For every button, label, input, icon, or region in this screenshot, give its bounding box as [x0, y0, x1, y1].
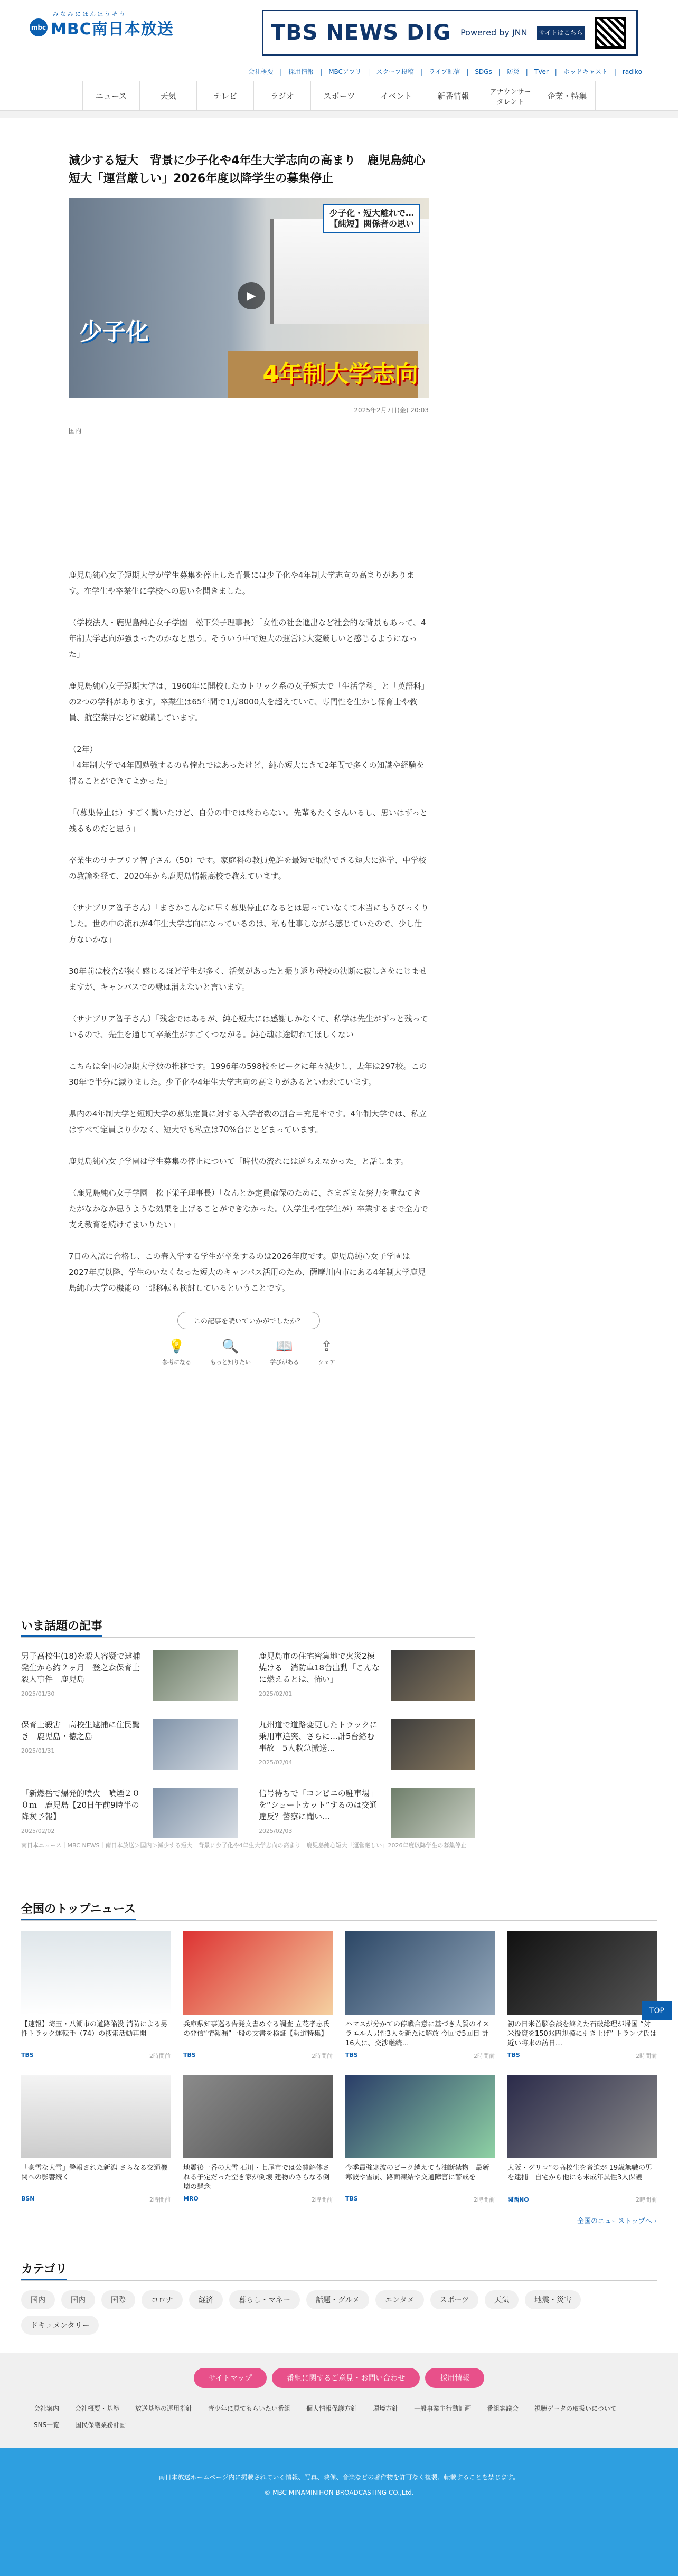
top-news-grid: [21, 1931, 657, 2204]
tbs-news-dig-banner[interactable]: [262, 10, 638, 56]
article-paragraph: （学校法人・鹿児島純心女子学園 松下栄子理事長）「女性の社会進出など社会的な背景もあって、4年制大学志向が強まったのかなと思う。そういう中で短大の運営は大変厳しいと感じるようになった」: [69, 618, 426, 659]
footer-link[interactable]: 青少年に見てもらいたい番組: [208, 2405, 291, 2412]
footer-copyright: [0, 2448, 678, 2576]
related-title: 保育士殺害 高校生逮捕に住民驚き 鹿児島・徳之島: [21, 1720, 140, 1741]
ad-space: [69, 435, 429, 567]
util-link[interactable]: スクープ投稿: [376, 68, 414, 76]
top-news: [21, 1900, 657, 2225]
news-card[interactable]: [183, 1931, 333, 2060]
news-card-date: 2時間前: [312, 2196, 333, 2203]
util-link[interactable]: TVer: [534, 68, 549, 76]
article-paragraph: 卒業生のサナブリア智子さん（50）です。家庭科の教員免許を最短で取得できる短大に進学、中学校の教諭を経て、2020年から鹿児島情報高校で教えています。: [69, 855, 427, 881]
banner-site-label: サイトはこちら: [537, 26, 585, 40]
book-icon: 📖: [276, 1339, 293, 1355]
article-paragraph: 「(募集停止は）すごく驚いたけど、自分の中では終わらない。先輩もたくさんいるし、思いはずっと残るものだと思う」: [69, 808, 428, 833]
news-card-date: 2時間前: [312, 2053, 333, 2060]
reaction-label: 参考になる: [162, 1359, 192, 1366]
sitemap-button[interactable]: サイトマップ: [194, 2368, 267, 2388]
util-link[interactable]: 防災: [506, 68, 520, 76]
category-chip[interactable]: 国内: [61, 2290, 95, 2309]
news-card-date: 2時間前: [474, 2053, 495, 2060]
hero-window: [270, 219, 429, 324]
news-card-image: [21, 1931, 171, 2015]
footer-link[interactable]: 一般事業主行動計画: [414, 2405, 472, 2412]
footer-link[interactable]: 会社概要・基準: [75, 2405, 120, 2412]
article-category[interactable]: 国内: [69, 427, 82, 435]
lightbulb-icon: 💡: [168, 1339, 185, 1355]
news-card[interactable]: [345, 1931, 495, 2060]
nav-item-announcer[interactable]: アナウンサー タレント: [482, 81, 539, 110]
related-thumbnail: [153, 1650, 238, 1701]
util-link[interactable]: radiko: [622, 68, 642, 76]
footer-link[interactable]: 国民保護業務計画: [75, 2421, 126, 2429]
category-chip[interactable]: 地震・災害: [525, 2290, 581, 2309]
related-item[interactable]: [259, 1650, 475, 1705]
news-card[interactable]: [183, 2075, 333, 2204]
site-header: [0, 0, 678, 62]
util-link[interactable]: ライブ配信: [428, 68, 460, 76]
contact-button[interactable]: 番組に関するご意見・お問い合わせ: [272, 2368, 420, 2388]
related-grid: [21, 1650, 475, 1842]
news-card-date: 2時間前: [636, 2053, 657, 2060]
footer-link[interactable]: SNS一覧: [34, 2421, 60, 2429]
news-card-source: TBS: [345, 2195, 358, 2202]
article-paragraph: 鹿児島純心女子学園は学生募集の停止について「時代の流れには逆らえなかった」と話します。: [69, 1157, 409, 1166]
logo-mark-icon: mbc: [30, 18, 48, 36]
related-title: 「新燃岳で爆発的噴火 噴煙２００ｍ 鹿児島【20日午前9時半の降灰予報】: [21, 1789, 140, 1821]
related-date: 2025/02/01: [259, 1690, 293, 1697]
related-title: 九州道で道路変更したトラックに乗用車追突、さらに…計5台絡む事故 5人救急搬送…: [259, 1720, 378, 1753]
hero-tag: 少子化・短大離れで… 【純短】関係者の思い: [323, 204, 420, 233]
util-separator: |: [420, 68, 422, 76]
category-chip[interactable]: 話題・グルメ: [306, 2290, 369, 2309]
related-thumbnail: [153, 1788, 238, 1838]
util-link[interactable]: ポッドキャスト: [563, 68, 608, 76]
news-card-title: 大阪・グリコ”の高校生を脅迫が 19歳無職の男を逮捕 自宅から他にも未成年異性3人保護: [507, 2164, 653, 2182]
play-icon[interactable]: ▶: [238, 282, 265, 309]
article-date: 2025年2月7日(金) 20:03: [354, 407, 429, 414]
related-thumbnail: [391, 1650, 475, 1701]
news-card-title: 「豪雪な大雪」警報された新潟 さらなる交通機関への影響続く: [21, 2164, 168, 2182]
news-card-title: 【速報】埼玉・八潮市の道路陥没 消防による男性トラック運転手（74）の捜索活動再開: [21, 2020, 168, 2038]
related-date: 2025/02/03: [259, 1828, 293, 1835]
related-title: 鹿児島市の住宅密集地で火災2棟焼ける 消防車18台出動「こんなに燃えるとは、怖い」: [259, 1651, 380, 1684]
category-chip[interactable]: エンタメ: [375, 2290, 423, 2309]
news-card[interactable]: [21, 2075, 171, 2204]
recruit-button[interactable]: 採用情報: [425, 2368, 484, 2388]
nav-item-sports[interactable]: スポーツ: [310, 81, 368, 110]
reaction-want-more[interactable]: [210, 1339, 251, 1366]
news-card-image: [507, 2075, 657, 2158]
related-title: 信号待ちで「コンビニの駐車場」を“ショートカット”するのは交通違反？警察に聞い…: [259, 1789, 378, 1821]
news-card-date: 2時間前: [636, 2196, 657, 2203]
nav-item-news[interactable]: ニュース: [82, 81, 139, 110]
nav-item-feature[interactable]: 企業・特集: [539, 81, 596, 110]
nav-divider: [0, 111, 678, 118]
category-chip[interactable]: スポーツ: [430, 2290, 478, 2309]
related-date: 2025/02/02: [21, 1828, 55, 1835]
related-thumbnail: [153, 1719, 238, 1770]
reaction-bar: [69, 1339, 429, 1366]
nav-item-new-programs[interactable]: 新番情報: [425, 81, 482, 110]
news-card[interactable]: [345, 2075, 495, 2204]
news-card-source: TBS: [345, 2052, 358, 2058]
nav-item-weather[interactable]: 天気: [139, 81, 196, 110]
article-paragraph: （サナブリア智子さん）「残念ではあるが、純心短大には感謝しかなくて、私学は先生がずっと残っているので、先生を通じて卒業生がすごくつながる。純心魂は途切れてほしくない」: [69, 1014, 428, 1039]
reaction-learning[interactable]: [270, 1339, 299, 1366]
section-heading-line: [21, 1617, 475, 1638]
related-item[interactable]: [21, 1650, 238, 1705]
related-item[interactable]: [259, 1719, 475, 1774]
search-icon: 🔍: [222, 1339, 239, 1355]
article-body: [69, 567, 429, 1296]
share-icon: ⇪: [321, 1339, 333, 1355]
article-paragraph: 鹿児島純心女子短期大学は、1960年に開校したカトリック系の女子短大で「生活学科」と「英語科」の2つの学科があります。卒業生は65年間で1万8000人を超えていて、専門性を生かし保育士や教員、航空業界などに就職しています。: [69, 681, 426, 722]
related-articles: [21, 1617, 475, 1842]
utility-links: [0, 62, 678, 81]
reaction-share[interactable]: [318, 1339, 335, 1366]
related-item[interactable]: [21, 1788, 238, 1842]
news-card-title: 兵庫県知事巡る告発文書めぐる調査 立花孝志氏の発信“情報漏”一般の文書を検証【報道特集】: [183, 2020, 330, 2038]
article: [69, 152, 429, 1366]
category-chip[interactable]: 天気: [485, 2290, 519, 2309]
related-thumbnail: [391, 1719, 475, 1770]
nav-item-radio[interactable]: ラジオ: [253, 81, 310, 110]
reaction-useful[interactable]: [162, 1339, 191, 1366]
category-heading: カテゴリ: [21, 2260, 67, 2280]
util-separator: |: [554, 68, 557, 76]
category-chips: [21, 2290, 623, 2335]
hero-caption-2: 4年制大学志向: [262, 361, 418, 388]
related-thumbnail: [391, 1788, 475, 1838]
util-link[interactable]: 採用情報: [288, 68, 314, 76]
category-chip[interactable]: 暮らし・マネー: [229, 2290, 300, 2309]
related-date: 2025/02/04: [259, 1759, 293, 1766]
article-video[interactable]: [69, 198, 429, 398]
util-separator: |: [368, 68, 370, 76]
news-card-image: [345, 1931, 495, 2015]
category-chip[interactable]: 国際: [101, 2290, 135, 2309]
util-link[interactable]: SDGs: [475, 68, 492, 76]
news-card-image: [21, 2075, 171, 2158]
article-title: 減少する短大 背景に少子化や4年生大学志向の高まり 鹿児島純心短大「運営厳しい」2026年度以降学生の募集停止: [69, 154, 426, 185]
footer-link[interactable]: 視聴データの取扱いについて: [534, 2405, 617, 2412]
related-date: 2025/01/30: [21, 1690, 55, 1697]
qr-code-icon: [595, 17, 626, 49]
category-chip[interactable]: コロナ: [142, 2290, 183, 2309]
article-paragraph: こちらは全国の短期大学数の推移です。1996年の598校をピークに年々減少し、去年は297校。この30年で半分に減りました。少子化や4年生大学志向の高まりがあるといわれています。: [69, 1061, 427, 1087]
util-separator: |: [614, 68, 616, 76]
util-separator: |: [280, 68, 282, 76]
news-card-image: [183, 2075, 333, 2158]
news-card-title: 今季最強寒波のピーク越えても油断禁物 最新寒波や雪崩、路面凍結や交通障害に警戒を: [345, 2164, 489, 2182]
article-paragraph: （サナブリア智子さん）「まさかこんなに早く募集停止になるとは思っていなくて本当にもうびっくりした。世の中の流れが4年生大学志向になっているのは、私も仕事しながら感じていたので、少し仕方ないかな」: [69, 903, 429, 944]
util-separator: |: [525, 68, 528, 76]
category-chip[interactable]: 経済: [189, 2290, 223, 2309]
related-item[interactable]: [21, 1719, 238, 1774]
article-paragraph: 県内の4年制大学と短期大学の募集定員に対する入学者数の割合＝充足率です。4年制大学では、私立はすべて定員より少なく、短大でも私立は70%台にとどまっています。: [69, 1109, 427, 1134]
logo-subtitle: みなみにほんほうそう: [53, 11, 127, 17]
reaction-label: もっと知りたい: [210, 1359, 251, 1366]
news-card-image: [183, 1931, 333, 2015]
news-card[interactable]: [507, 1931, 657, 2060]
survey-button[interactable]: この記事を読いていかがでしたか？: [177, 1312, 320, 1329]
site-logo[interactable]: [30, 11, 174, 39]
news-card-title: 初の日米首脳会談を終えた石破総理が帰国 “対米投資を150兆円規模に引き上げ” トランプ氏は近い将来の訪日…: [507, 2020, 657, 2047]
section-heading-line: [21, 1900, 657, 1921]
back-to-top-button[interactable]: TOP: [642, 2001, 672, 2020]
news-card-image: [345, 2075, 495, 2158]
related-item[interactable]: [259, 1788, 475, 1842]
util-separator: |: [466, 68, 469, 76]
related-heading: いま話題の記事: [21, 1617, 102, 1637]
news-card-source: MRO: [183, 2195, 199, 2202]
news-card-source: 関西NO: [507, 2196, 529, 2203]
news-card-source: TBS: [183, 2052, 196, 2058]
copyright-notice: 南日本放送ホームページ内に掲載されている情報、写真、映像、音楽などの著作物を許可なく複製、転載することを禁じます。: [158, 2474, 520, 2481]
article-paragraph: （2年） 「4年制大学で4年間勉強するのも憧れではあったけど、純心短大にきて2年間で多くの知識や経験を得ることができてよかった」: [69, 745, 425, 786]
util-link[interactable]: MBCアプリ: [328, 68, 362, 76]
news-card-date: 2時間前: [149, 2196, 171, 2203]
related-title: 男子高校生(18)を殺人容疑で逮捕 発生から約２ヶ月 登之森保育士殺人事件 鹿児島: [21, 1651, 148, 1684]
util-separator: |: [498, 68, 501, 76]
footer-link[interactable]: 会社案内: [34, 2405, 60, 2412]
news-card[interactable]: [507, 2075, 657, 2204]
news-card-source: TBS: [21, 2052, 34, 2058]
news-card-date: 2時間前: [474, 2196, 495, 2203]
nav-item-event[interactable]: イベント: [368, 81, 425, 110]
news-card-date: 2時間前: [149, 2053, 171, 2060]
news-card-source: TBS: [507, 2052, 520, 2058]
breadcrumb[interactable]: 南日本ニュース｜MBC NEWS｜南日本放送＞国内＞減少する短大 背景に少子化や4年生大学志向の高まり 鹿児島純心短大「運営厳しい」2026年度以降学生の募集停止: [21, 1842, 467, 1849]
global-nav: [0, 81, 678, 111]
footer-link[interactable]: 放送基準の運用指針: [135, 2405, 193, 2412]
banner-title: TBS NEWS DIG: [271, 21, 451, 45]
survey: [69, 1312, 429, 1329]
copyright-text: © MBC MINAMINIHON BROADCASTING CO.,Ltd.: [264, 2489, 414, 2496]
news-card-image: [507, 1931, 657, 2015]
nav-item-tv[interactable]: テレビ: [196, 81, 253, 110]
related-date: 2025/01/31: [21, 1747, 55, 1754]
util-link[interactable]: 会社概要: [248, 68, 274, 76]
news-card-source: BSN: [21, 2195, 35, 2202]
news-card[interactable]: [21, 1931, 171, 2060]
footer-pills: [0, 2368, 678, 2388]
top-news-heading: 全国のトップニュース: [21, 1900, 136, 1920]
footer-link-list: [0, 2388, 678, 2429]
footer-links: [0, 2353, 678, 2448]
more-news-link[interactable]: 全国のニューストップへ ›: [577, 2217, 657, 2225]
article-paragraph: （鹿児島純心女子学園 松下栄子理事長）「なんとか定員確保のために、さまざまな努力を重ねてきたがなかなか思うような効果を上げることができなかった。(入学生や在学生が）卒業するまで全力で支え教育を続けてまいりたい」: [69, 1188, 428, 1229]
news-card-title: ハマスが分かての停戦合意に基づき人質のイスラエル人男性3人を新たに解放 今回で5回目 計16人に、交渉継続…: [345, 2020, 489, 2047]
hero-caption-1: 少子化: [79, 318, 149, 345]
category-section: [21, 2260, 657, 2335]
banner-powered: Powered by JNN: [460, 27, 528, 37]
category-chip[interactable]: 国内: [21, 2290, 55, 2309]
article-paragraph: 30年前は校舎が狭く感じるほど学生が多く、活気があったと振り返り母校の決断に寂しさをにじませますが、キャンパスでの縁は消えないと言います。: [69, 966, 427, 992]
footer-link[interactable]: 個人情報保護方針: [306, 2405, 357, 2412]
footer-link[interactable]: 番組審議会: [487, 2405, 519, 2412]
category-chip[interactable]: ドキュメンタリー: [21, 2316, 99, 2335]
section-heading-line: [21, 2260, 657, 2281]
reaction-label: シェア: [318, 1359, 335, 1366]
article-paragraph: 鹿児島純心女子短期大学が学生募集を停止した背景には少子化や4年制大学志向の高まりがあります。在学生や卒業生に学校への思いを聞きました。: [69, 570, 415, 596]
reaction-label: 学びがある: [270, 1359, 299, 1366]
news-card-title: 地震後一番の大雪 石川・七尾市では公費解体される予定だった空き家が倒壊 建物のさらなる倒壊の懸念: [183, 2164, 330, 2191]
footer-link[interactable]: 環境方針: [373, 2405, 399, 2412]
util-separator: |: [320, 68, 323, 76]
article-paragraph: 7日の入試に合格し、この春入学する学生が卒業するのは2026年度です。鹿児島純心女子学園は2027年度以降、学生のいなくなった短大のキャンパス活用のため、薩摩川内市にある4年制大学鹿児島純心大学の機能の一部移転も検討しているということです。: [69, 1252, 426, 1293]
logo-text: MBC南日本放送: [51, 20, 174, 39]
